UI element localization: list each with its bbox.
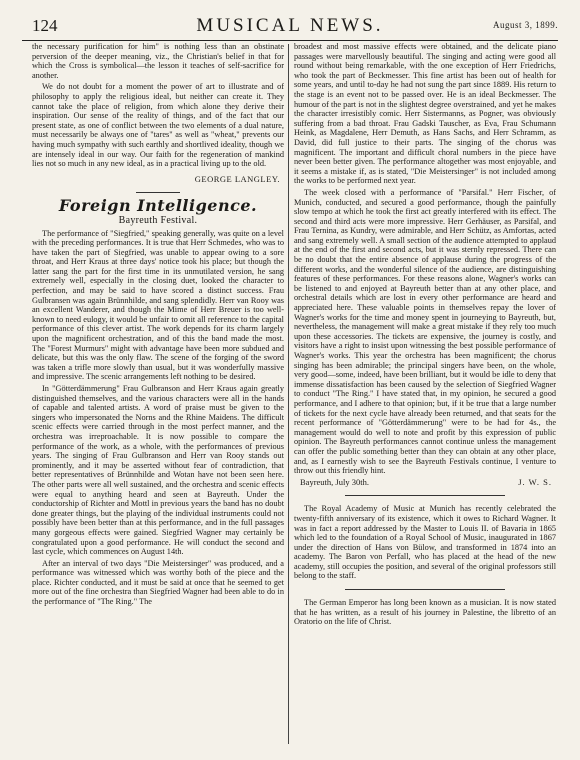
paragraph: The Royal Academy of Music at Munich has recently celebrated the twenty-fifth anniversary of its existence, which it owes to Richard Wagner. It was in fact a report addressed by the Master to Louis II. of Bavaria in 1865 which led to the foundation of a Royal School of Music, inaugurated in 1867 under the direction of Hans von Bülow, and transformed in 1874 into an academy. The Baron von Perfall, who has placed at the head of the new academy, still occupies the position, and several of the original professors still belong to the staff. xyxy=(294,504,556,581)
column-divider xyxy=(288,44,289,744)
paragraph: In "Götterdämmerung" Frau Gulbranson and Herr Kraus again greatly distinguished themselves, and the various characters were all in the hands of capable and talented artists. A word of praise must be given to the singers who impersonated the Norns and the Rhine Maidens. The difficult scenic effects were carried through in the most perfect manner, and the orchestra was irreproachable. It is now possible to compare the performance of the work, as a whole, with the performances of previous years. The singing of Frau Gulbranson and Herr van Rooy stands out prominently, and it may be asserted without fear of contradiction, that better representatives of Brünnhilde and Wotan have not been seen here. The other parts were all well sustained, and the orchestra and scenic effects were equal to anything heard and seen at Bayreuth. Under the conductorship of Richter and Mottl in previous years the band has no doubt done greater things, but the playing of the individual instruments could not possibly have been better than at this performance, and in the full passages many gorgeous effects were gained. Siegfried Wagner may certainly be congratulated upon a good performance. He will conduct the second and last cycle, which commences on August 14th. xyxy=(32,384,284,557)
article-title: Bayreuth Festival. xyxy=(118,214,198,226)
author-initials: J. W. S. xyxy=(518,476,552,487)
paragraph: After an interval of two days "Die Meistersinger" was produced, and a performance was witnessed which was worthy both of the piece and the place. Richter conducted, and it must be said at once that he seemed to get more out of the fine orchestra than Siegfried Wagner had been able to do in the performance of "The Ring." The xyxy=(32,558,284,607)
divider xyxy=(345,495,505,496)
paragraph: The week closed with a performance of "Parsifal." Herr Fischer, of Munich, conducted, and secured a good performance, though the painfully slow tempo at which he took the first act greatly interfered with its effect. The second and third acts were more impressive. Herr Gerhäuser, as Parsifal, and Frau Ternina, as Kundry, were admirable, and Herr Schütz, as Amfortas, acted and sang extremely well. A small section of the audience attempted to applaud at the end of the first and second acts, but it was sternly repressed. There can be no doubt that the entire absence of applause during the progress of the different works, and the wonderful silence of the audience, are distinguishing features of these performances. For these reasons alone, Wagner's works can be listened to and enjoyed at Bayreuth better than at any other place, and orchestral details which are lost in every other performance are heard and appreciated here. These valuable points in themselves repay the lover of Wagner's works for the time and money spent in journeying to Bayreuth, but, nevertheless, the management will make a great mistake if they rely too much upon these accessories. The tickets are expensive, the journey is costly, and visitors have a right to insist upon witnessing the best possible performance of Wagner's works. This year the orchestra has been magnificent; the chorus singing has been admirable; the principal singers have been, on the whole, very good—some, indeed, have been brilliant, but it would be idle to deny that immense dissatisfaction has been caused by the selection of Siegfried Wagner to conduct "The Ring." I have stated that, in my opinion, he secured a good performance, and I adhere to that opinion; but, if it be true that a large number of tickets for the next cycle have already been returned, and that seats for the recent performance of "Götterdämmerung" were to be had for 4s., the management would do well to note and profit by this expression of public opinion. The Bayreuth performances cannot continue unless the management can offer the public something better than they can obtain at any other place, and, as I earnestly wish to see the Bayreuth Festivals continue, I venture to throw out this friendly hint. xyxy=(294,187,556,476)
paragraph: The German Emperor has long been known as a musician. It is now stated that he has written, as a result of his journey in Palestine, the libretto of an Oratorio on the life of Christ. xyxy=(294,598,556,627)
divider xyxy=(136,192,180,193)
page-number: 124 xyxy=(32,16,58,35)
paragraph: broadest and most massive effects were obtained, and the delicate piano passages were marvellously beautiful. The singing and acting were good all round without being remarkable, with the one exception of Herr Friedrichs, who took the part of Beckmesser. This fine artist has been out of health for some years, and until to-day he had not sung the part since 1889. His return to the stage is an event not to be passed over. He is an ideal Beckmesser. The humour of the part is not in the slightest degree overstrained, and yet he makes the character irresistibly comic. Herr Sistermanns, as Pogner, was obviously suffering from a bad throat. Frau Gadski Tauscher, as Eva, Frau Schumann Heink, as Magdalene, Herr Demuth, as Hans Sachs, and Herr Schramm, as David, did full justice to their parts. The singing of the chorus was magnificent. The important and difficult choral numbers in the piece have never been better given. The performance altogether was most enjoyable, and it seems a mistake if, as is stated, "Die Meistersinger" is not included among the works to be performed next year. xyxy=(294,42,556,186)
right-column xyxy=(294,42,556,746)
issue-date: August 3, 1899. xyxy=(492,20,558,30)
page-header xyxy=(22,14,558,41)
dateline-place: Bayreuth, July 30th. xyxy=(300,476,369,487)
section-title: Foreign Intelligence. xyxy=(58,196,258,216)
paragraph: We do not doubt for a moment the power of art to illustrate and of philosophy to apply the religious ideal, but neither can create it. They cannot take the place of religion, from which alone they derive their inspiration. Our sense of the reality of things, and of the fact that our present state, as one of conflict between the two elements of a dual nature, must necessarily be always one of "tares" as well as "wheat," prevents our having much sympathy with such earthly and shortlived ideality, though we are intensely ideal in our way. Our faith for the regeneration of mankind lies not so much in any new ideal, as in a practical living up to the old. xyxy=(32,82,284,169)
masthead: MUSICAL NEWS. xyxy=(196,15,384,36)
left-column xyxy=(32,42,284,746)
dateline xyxy=(300,478,552,488)
paragraph: The performance of "Siegfried," speaking generally, was quite on a level with the preceding performances. It is true that Herr Schmedes, who was to have taken the part of Siegfried, was unable to appear owing to a sore throat, and Herr Kraus at three days' notice took his place; but though the latter sang the part for the first time in its unmutilated version, he sang extremely well, especially in the closing duet, looked the character to perfection, and may be said to have scored a distinct success. Frau Gulbransen was again Brünnhilde, and sang splendidly. Herr van Rooy was an excellent Wanderer, and though the Mime of Herr Breuer is too well-known to need eulogy, it would be unfair to omit all reference to the capital performance of this clever artist. The work depends for its charm largely upon the magnificent orchestration, and of this the band made the most. The "Forest Murmurs" might with advantage have been more subdued and delicate, but this was the only flaw. The scene of the forging of the sword was taken a trifle more slowly than usual, but it was wonderfully massive and impressive. The scenic arrangements left nothing to be desired. xyxy=(32,228,284,382)
divider xyxy=(345,589,505,590)
author-signature: GEORGE LANGLEY. xyxy=(194,173,280,184)
paragraph: the necessary purification for him" is nothing less than an obstinate perversion of the deeper meaning, viz., the Christian's belief in that for which the Cross is symbolical—the lesson it teaches of self-sacrifice for another. xyxy=(32,42,284,80)
